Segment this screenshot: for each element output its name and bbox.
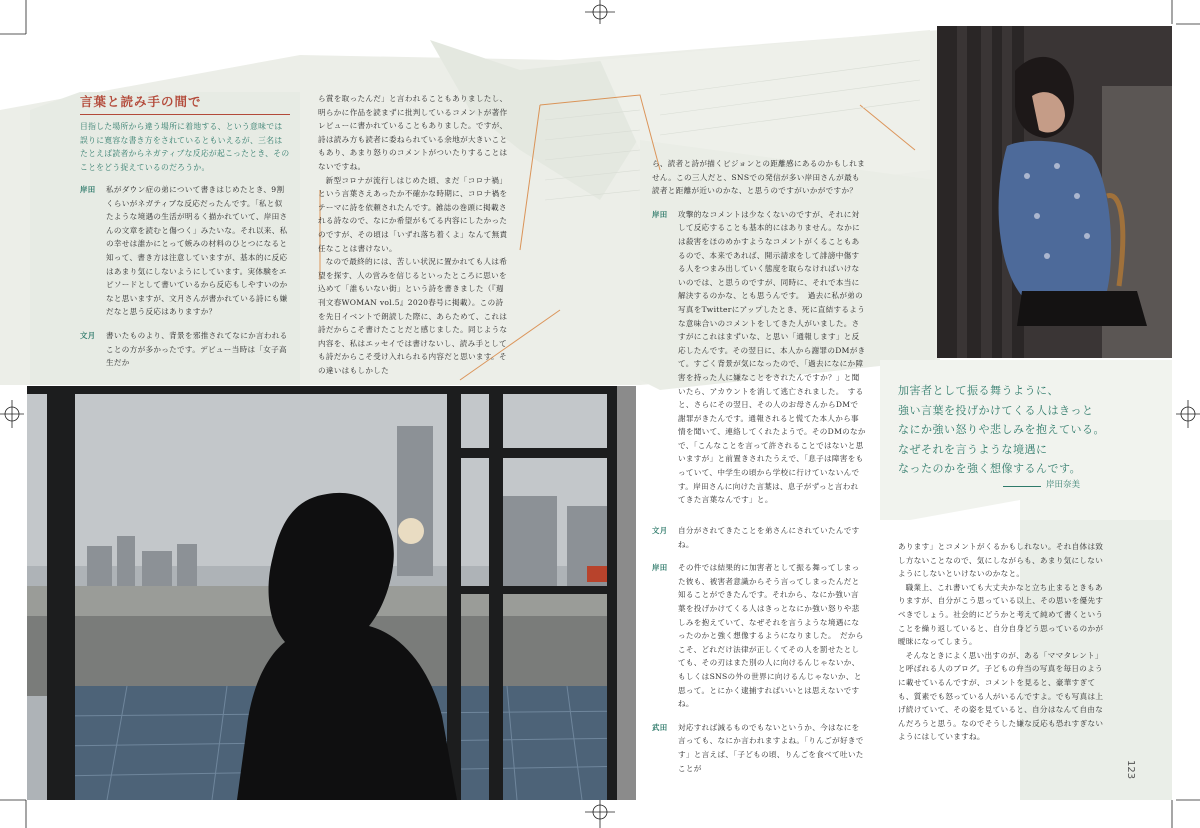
- dialogue-text: その件では結果的に加害者として振る舞ってしまった彼も、被害者意識からそう言ってしまったんだと知ることができたんです。それから、なにか強い言葉を投げかけてくる人はきっとなにか強い怒りや悲しみを抱えていて、なぜそれを言うような境遇になったのかと強く想像するようになりました。 だからこそ、どれだけ法律が正しくてその人を罰せたとしても、その刃はまた別の人に向けるんじゃないか、もしくはSNSの外の世界に向けるんじゃないか、と思って。とにかく逮捕すればいいとは思えないですね。: [678, 563, 864, 709]
- pull-quote-line: 加害者として振る舞うように、: [898, 384, 1059, 397]
- pull-quote-line: なぜそれを言うような境遇に: [898, 442, 1048, 456]
- photo-seated-person: [937, 26, 1172, 358]
- speaker-label: 文月: [652, 526, 668, 535]
- paragraph: あります」とコメントがくるかもしれない。それ自体は致し方ないことなので、気にしながらも、あまり気にしないようにしないといけないのかなと。: [898, 542, 1104, 579]
- pull-quote: [898, 381, 1138, 479]
- section-heading: 言葉と読み手の間で: [80, 92, 290, 115]
- text-column-3: [652, 157, 866, 517]
- text-column-1: [80, 183, 290, 380]
- paragraph: そんなときによく思い出すのが、ある「ママタレント」と呼ばれる人のブログ。子どもの弁当の写真を毎日のように載せているんですが、コメントを見ると、豪華すぎても、質素でも怒っている人がいるんですよ。でも写真は上げ続けていて、その姿を見ていると、自分はなんて自由なんだろうと思う。なのでそうした嫌な反応も恐れすぎないようにはしていますね。: [898, 650, 1104, 742]
- photo-window-silhouette: [27, 386, 636, 800]
- text-column-4: [652, 524, 866, 785]
- speaker-label: 文月: [80, 330, 96, 340]
- dialogue-text: 私がダウン症の弟について書きはじめたとき、9割くらいがネガティブな反応だったんです。「私と似たような境遇の生活が明るく描かれていて、岸田さんの文章を読むと傷つく」みたいな。それ以来、私の幸せは誰かにとって嫉みの材料のひとつになると知って、書き方は注意していますが、基本的に反応はあまり気にしないようにしています。実体験をエピソードとして書いているから反応もしやすいのかなと思いますが、文月さんが書かれている詩にも嫌だなと思う反応はありますか？: [106, 185, 288, 317]
- lead-paragraph: 目指した場所から違う場所に着地する、という意味では誤りに寛容な書き方をされているともいえるが、三名はたとえば読者からネガティブな反応が起こったとき、そのことをどう捉えているのだろうか。: [80, 122, 290, 172]
- dialogue-text: 自分がされてきたことを弟さんにされていたんですね。: [678, 526, 860, 549]
- attribution-rule: [1003, 486, 1041, 487]
- text-column-5: [898, 540, 1108, 744]
- paragraph: ら賞を取ったんだ」と言われることもありましたし、明らかに作品を読まずに批判しているコメントが著作レビューに書かれていることもありました。ですが、詩は読み方も読者に委ねられている余地が大きいこともあり、あまり怒りのコメントがついたりすることはないですね。: [318, 94, 508, 171]
- paragraph: 職業上、これ書いても大丈夫かなと立ち止まるときもありますが、自分がこう思っている以上、その思いを優先すべきでしょう。社会的にどうかと考えて純めて書くということを繰り返していると、自分自身どう思っているのかが曖昧になってしまう。: [898, 582, 1104, 647]
- pull-quote-line: なにか強い怒りや悲しみを抱えている。: [898, 423, 1105, 436]
- dialogue-block: [80, 329, 290, 370]
- pull-quote-attribution: 岸田奈美: [1046, 480, 1081, 490]
- page-number: 123: [1125, 760, 1136, 780]
- dialogue-text: 対応すれば減るものでもないというか、今はなにを言っても、なにか言われますよね。「りんごが好きです」と言えば、「子どもの頃、りんごを食べて吐いたことが: [678, 722, 864, 773]
- pull-quote-line: なったのかを強く想像するんです。: [898, 462, 1082, 475]
- speaker-label: 岸田: [80, 185, 96, 194]
- speaker-label: 武田: [652, 722, 668, 732]
- dialogue-text: 攻撃的なコメントは少なくないのですが、それに対して反応することも基本的にはありません。なかには殺害をほのめかすようなコメントがくることもあるので、本来であれば、開示請求をして誹謗中傷する人をつまみ出していく態度を取らなければいけないのでは、と思うのですが、同時に、それで本当に解決するのかな、とも思うんです。 過去に私が弟の写真をTwitterにアップしたとき、死に直結するような意味合いのコメントをしてきた人がいました。さすがにこれはまずいな、と思い「通報します」と反応したんです。その翌日に、本人から謝罪のDMがきて。すごく背景が気になったので、「過去になにか障害を持った人に嫌なことをされたんですか？」と聞いたら、アカウントを消して逃亡されました。 すると、さらにその翌日、その人のお母さんからDMで謝罪がきたんです。通報されると慌てた本人から事情を聞いて、連絡してくれたようで。そのDMのなかで、「こんなことを言って許されることではないと思いますが」と前置きされたうえで、「息子は障害をもっていて、中学生の頃から学校に行けていないんです。岸田さんに向けた言葉は、息子がずっと言われてきた言葉なんです」と。: [678, 209, 866, 505]
- dialogue-block: [80, 183, 290, 319]
- paragraph: ら、読者と詩が描くビジョンとの距離感にあるのかもしれません。この三人だと、SNSでの発信が多い岸田さんが最も読者と距離が近いのかな、と思うのですがいかがですか？: [652, 159, 865, 196]
- speaker-label: 岸田: [652, 563, 668, 573]
- dialogue-block: [652, 721, 866, 775]
- text-column-2: [318, 92, 508, 377]
- dialogue-block: [652, 524, 866, 551]
- pull-quote-line: 強い言葉を投げかけてくる人はきっと: [898, 403, 1094, 417]
- dialogue-block: [652, 561, 866, 711]
- paragraph: なので最終的には、苦しい状況に置かれても人は希望を探す、人の営みを信じるといったところに思いを込めて「誰もいない街」という詩を書きました（『週刊文春WOMAN vol.5』2020春号に掲載）。この詩を先日イベントで朗読した際に、あらためて、これは詩だからこそ書けたことだと感じました。同じような内容を、私はエッセイでは書けないし、読み手としても詩だからこそ受け入れられる内容だと思います。その違いはもしかした: [318, 257, 508, 375]
- speaker-label: 岸田: [652, 209, 668, 219]
- paragraph: 新型コロナが流行しはじめた頃、まだ「コロナ禍」という言葉さえあったか不確かな時期に、コロナ禍をテーマに詩を依頼されたんです。雑誌の巻頭に掲載される詩なので、なにか希望がもてる内容にしたかったのですが、その頃は「いずれ落ち着くよ」なんて無責任なことは書けない。: [318, 175, 508, 253]
- dialogue-text: 書いたものより、背景を邪推されてなにか言われることの方が多かったです。デビュー当時は「女子高生だか: [106, 330, 288, 368]
- dialogue-block: [652, 208, 866, 507]
